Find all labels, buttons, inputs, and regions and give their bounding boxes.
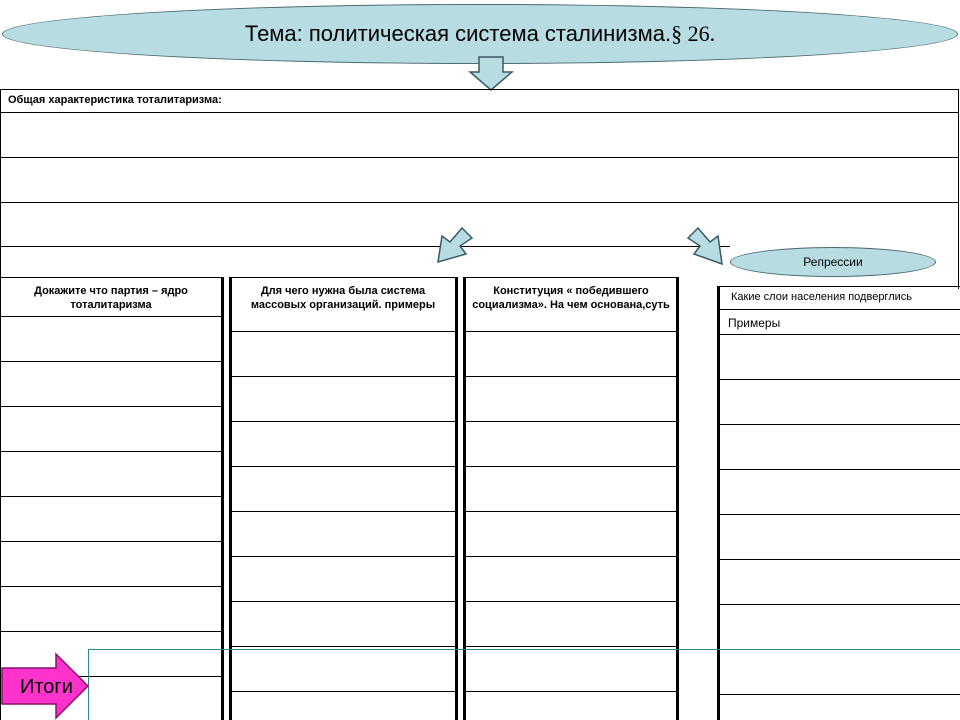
- col1-row-line: [0, 496, 222, 497]
- col3-border-right: [676, 277, 679, 720]
- col2-heading: Для чего нужна была система массовых организаций. примеры: [250, 285, 436, 311]
- topic-title-oval: [2, 4, 958, 64]
- col3-row-line: [464, 646, 677, 647]
- col1-row-line: [0, 631, 222, 632]
- col1-border-right: [221, 277, 224, 720]
- general-border-top: [0, 89, 958, 90]
- col2-row-line: [230, 376, 456, 377]
- col2-border-top: [230, 277, 457, 278]
- repressions-question: Какие слои населения подверглись: [731, 291, 913, 303]
- col4-row-line: [718, 334, 960, 335]
- col2-row-line: [230, 691, 456, 692]
- repressions-oval: [730, 247, 936, 277]
- col4-row-line: [718, 559, 960, 560]
- col3-row-line: [464, 331, 677, 332]
- general-border-left: [0, 89, 1, 289]
- col3-row-line: [464, 601, 677, 602]
- col1-heading: Докажите что партия – ядро тоталитаризма: [34, 285, 188, 311]
- repressions-label: Репрессии: [803, 255, 863, 269]
- col1-row-line: [0, 451, 222, 452]
- col4-row-line: [718, 469, 960, 470]
- general-row-line: [0, 112, 958, 113]
- col4-row-line: [718, 379, 960, 380]
- repressions-examples: Примеры: [728, 316, 781, 330]
- col1-row-line: [0, 361, 222, 362]
- topic-title: Тема: политическая система сталинизма.: [244, 21, 672, 46]
- general-row-line: [0, 157, 958, 158]
- col2-row-line: [230, 421, 456, 422]
- col3-border-left: [463, 277, 466, 720]
- col3-row-line: [464, 511, 677, 512]
- diagonal-arrow-right-icon: [684, 226, 728, 268]
- col1-row-line: [0, 406, 222, 407]
- col3-border-top: [464, 277, 678, 278]
- itogi-label: Итоги: [20, 676, 73, 698]
- general-row-line: [0, 202, 958, 203]
- col2-row-line: [230, 646, 456, 647]
- itogi-arrow[interactable]: [0, 652, 90, 720]
- col1-row-line: [0, 586, 222, 587]
- general-label: Общая характеристика тоталитаризма:: [8, 94, 222, 106]
- col4-row-line: [718, 424, 960, 425]
- col2-row-line: [230, 556, 456, 557]
- col2-row-line: [230, 511, 456, 512]
- col3-row-line: [464, 556, 677, 557]
- topic-section: § 26.: [671, 21, 716, 46]
- general-border-right: [958, 89, 959, 289]
- col1-border-top: [0, 277, 224, 278]
- col1-row-line: [0, 541, 222, 542]
- col2-border-left: [229, 277, 232, 720]
- down-arrow-icon: [468, 56, 514, 92]
- col3-row-line: [464, 376, 677, 377]
- col3-heading: Конституция « победившего социализма». На чем основана,суть: [472, 285, 670, 311]
- col2-row-line: [230, 466, 456, 467]
- general-row-line: [0, 246, 730, 247]
- col3-row-line: [464, 691, 677, 692]
- diagonal-arrow-left-icon: [432, 226, 476, 266]
- col4-row-line: [718, 514, 960, 515]
- col3-row-line: [464, 466, 677, 467]
- col2-row-line: [230, 601, 456, 602]
- col3-row-line: [464, 421, 677, 422]
- summary-frame-top: [88, 649, 960, 650]
- col2-row-line: [230, 331, 456, 332]
- col4-border-top: [718, 286, 960, 287]
- col4-row-line: [718, 309, 960, 310]
- col2-border-right: [455, 277, 458, 720]
- col4-row-line: [718, 604, 960, 605]
- col4-border-left: [717, 286, 720, 720]
- col4-row-line: [718, 694, 960, 695]
- col1-row-line: [0, 316, 222, 317]
